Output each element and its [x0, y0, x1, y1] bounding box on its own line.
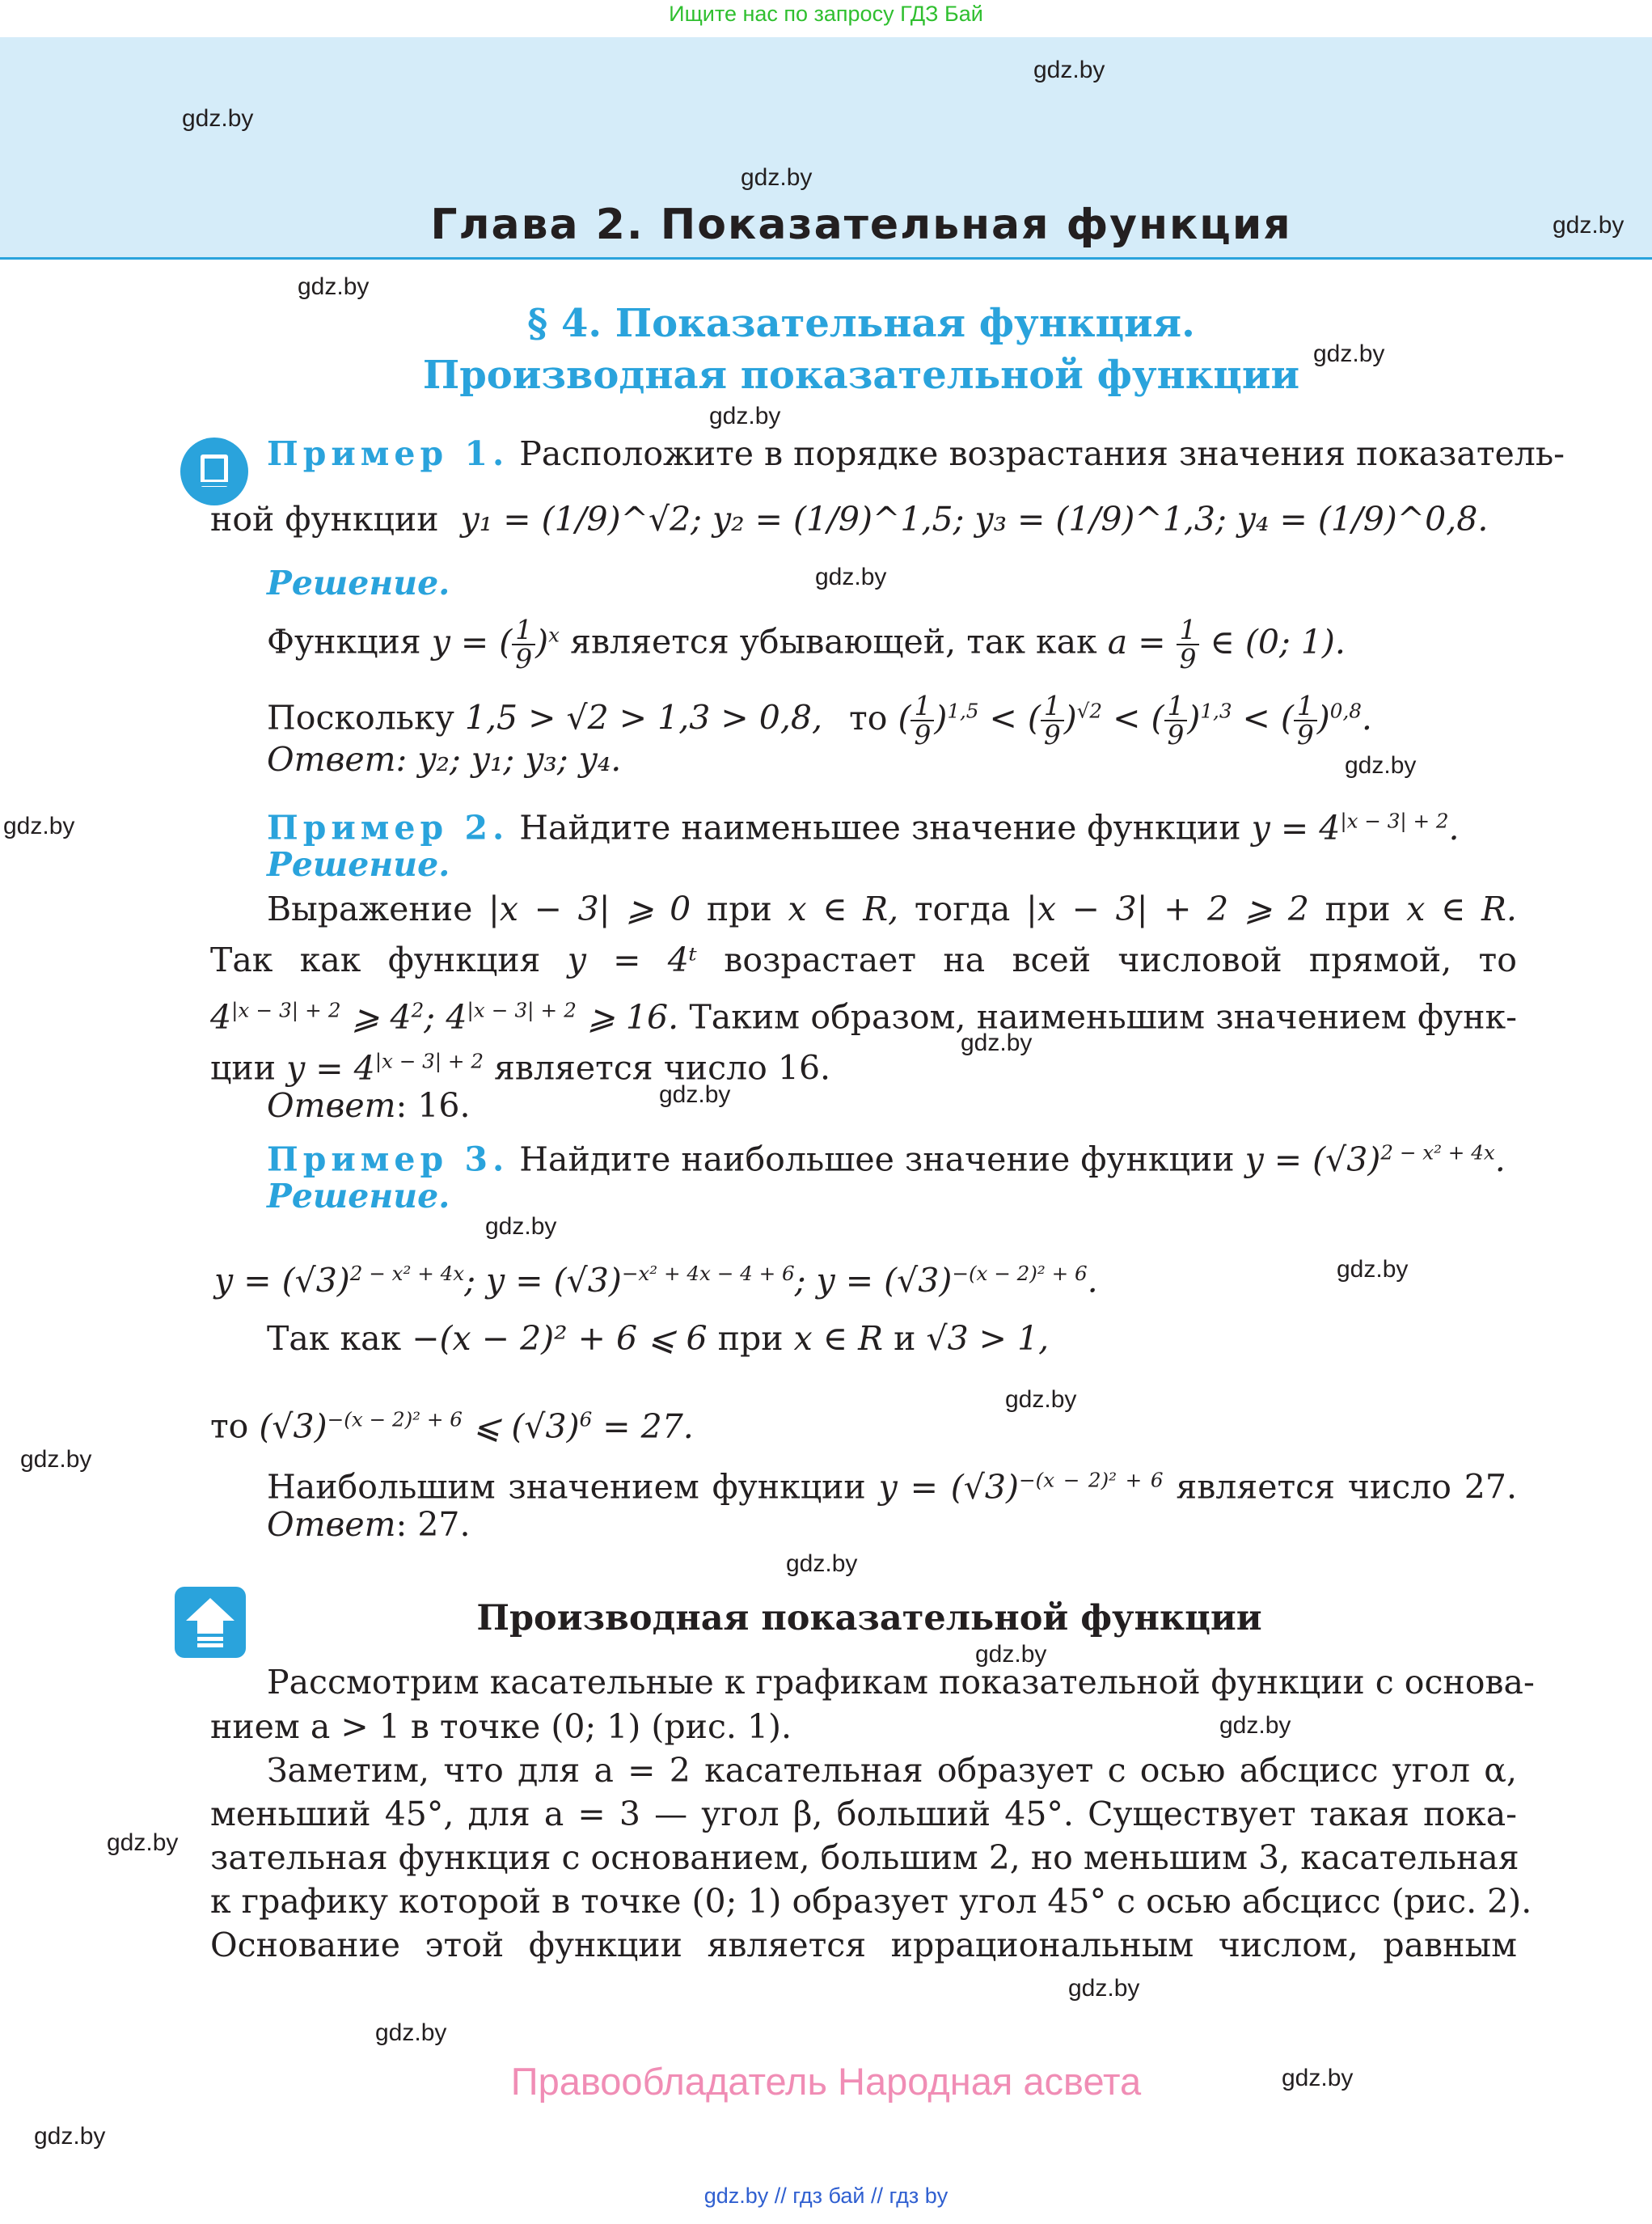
sol-mid: является убывающей, так как	[570, 622, 1097, 662]
answer-value: : 16.	[395, 1086, 471, 1125]
footer-links[interactable]: gdz.by // гдз бай // гдз by	[703, 2184, 949, 2208]
since-mid: при	[717, 1319, 784, 1358]
w: при	[1325, 890, 1391, 928]
w: функция	[387, 941, 541, 979]
w: всей	[1012, 941, 1092, 979]
example2-l4: ции $y = 4^{|x - 3| + 2}$ является число 16.	[210, 1048, 831, 1088]
example3-line1: Пример 3. Найдите наибольшее значение функции $y = (√3)^{2 - x^2 + 4x}$.	[267, 1139, 1506, 1179]
w: Так	[210, 941, 273, 979]
w: x ∈ R.	[1406, 890, 1517, 928]
answer-value: : y₂; y₁; y₃; y₄.	[395, 740, 622, 779]
w: на	[943, 941, 986, 979]
derivative-p2-l5: Основание этой функции является иррациональным числом, равным	[210, 1926, 1517, 1964]
watermark: gdz.by	[1313, 340, 1385, 367]
chapter-title: Глава 2. Показательная функция	[430, 201, 1292, 249]
example3-text: Найдите наибольшее значение функции	[519, 1139, 1235, 1179]
answer-value: : 27.	[395, 1505, 471, 1544]
l4-head: ции	[210, 1048, 277, 1088]
derivative-p1-l2: нием a > 1 в точке (0; 1) (рис. 1).	[210, 1707, 792, 1746]
copyright-footer: Правообладатель Народная асвета	[510, 2060, 1142, 2103]
sol-word: Функция	[267, 622, 421, 662]
example2-l3: $4^{|x - 3| + 2}$ ⩾ $4^2$; $4^{|x - 3| + 2}$ ⩾ 16. Таким образом, наименьшим значением функ-	[210, 997, 1517, 1037]
example1-solution-label: Решение.	[267, 564, 450, 603]
w: Выражение	[267, 890, 473, 928]
example3-since: Так как −(x − 2)² + 6 ⩽ 6 при x ∈ R и √3 > 1,	[267, 1319, 1050, 1358]
example2-answer	[267, 1084, 1574, 1127]
example2-l1	[267, 887, 1517, 931]
watermark: gdz.by	[659, 1081, 731, 1108]
watermark: gdz.by	[20, 1446, 92, 1473]
derivative-p2-l1: Заметим, что для a = 2 касательная образует с осью абсцисс угол α,	[267, 1751, 1517, 1790]
max-tail: является число 27.	[1176, 1467, 1517, 1507]
watermark: gdz.by	[3, 813, 75, 839]
example3-label: Пример 3.	[267, 1139, 509, 1179]
watermark: gdz.by	[1068, 1975, 1140, 2002]
watermark: gdz.by	[485, 1213, 557, 1240]
w: возрастает	[724, 941, 917, 979]
watermark: gdz.by	[786, 1550, 858, 1577]
sol-to: то	[849, 698, 888, 738]
watermark: gdz.by	[375, 2019, 447, 2046]
example3-then: то $(√3)^{-(x - 2)^2 + 6}$ ⩽ $(√3)^6 = 27$.	[210, 1406, 694, 1446]
l4-tail: является число 16.	[494, 1048, 831, 1088]
since-word: Так как	[267, 1319, 402, 1358]
w: x ∈ R,	[788, 890, 899, 928]
w: |x − 3| + 2 ⩾ 2	[1026, 890, 1310, 928]
watermark: gdz.by	[182, 105, 254, 132]
watermark: gdz.by	[1345, 752, 1417, 779]
example2-label: Пример 2.	[267, 808, 509, 848]
derivative-p2-l2: меньший 45°, для a = 3 — угол β, больший 45°. Существует такая пока-	[210, 1795, 1517, 1833]
example3-solution-label: Решение.	[267, 1177, 450, 1216]
watermark: gdz.by	[298, 273, 370, 300]
derivative-p2-l4: к графику которой в точке (0; 1) образует угол 45° с осью абсцисс (рис. 2).	[210, 1882, 1532, 1921]
example3-transform: $y = (√3)^{2 - x^2 + 4x}$; $y = (√3)^{-x^2 + 4x - 4 + 6}$; $y = (√3)^{-(x - 2)^2 + 6}$.	[214, 1261, 1098, 1300]
l3-tail: Таким образом, наименьшим значением функ-	[689, 997, 1517, 1037]
example1-text: Расположите в порядке возрастания значения показатель-	[519, 434, 1565, 473]
w: при	[706, 890, 772, 928]
watermark: gdz.by	[975, 1641, 1047, 1668]
derivative-p1-l1: Рассмотрим касательные к графикам показательной функции с основа-	[267, 1663, 1535, 1702]
example1-answer	[267, 738, 1574, 781]
watermark: gdz.by	[815, 564, 887, 590]
watermark: gdz.by	[1337, 1256, 1409, 1283]
w: числовой	[1118, 941, 1282, 979]
example1-sol-line1: Функция y = ( $\frac{1}{9}$ )$^x$ является убывающей, так как a = $\frac{1}{9}$ ∈ (0; 1).	[267, 614, 1346, 675]
watermark: gdz.by	[1553, 212, 1625, 239]
w: тогда	[914, 890, 1011, 928]
max-head: Наибольшим значением функции	[267, 1467, 866, 1507]
watermark: gdz.by	[1033, 57, 1105, 83]
example1-text-b: ной функции	[210, 500, 439, 539]
book-icon	[180, 437, 249, 506]
example1-line1	[267, 432, 1565, 476]
example1-sol-line2: Поскольку 1,5 > √2 > 1,3 > 0,8, то ( $\frac{1}{9}$ )$^{1,5}$ < ( $\frac{1}{9}$ )$^{√2}$ < ( $\frac{1}{9}$ )$^{1,3}$ < ( $\frac{1}{9}$ )$^{0,8}$.	[267, 690, 1372, 751]
w: y = 4ᵗ	[567, 941, 697, 979]
watermark: gdz.by	[961, 1030, 1033, 1056]
example1-formulas: y₁ = (1/9)^√2; y₂ = (1/9)^1,5; y₃ = (1/9)^1,3; y₄ = (1/9)^0,8.	[460, 500, 1489, 539]
example1-label: Пример 1.	[267, 434, 509, 473]
derivative-p2-l3: зательная функция с основанием, большим 2, но меньшим 3, касательная	[210, 1838, 1519, 1877]
example2-solution-label: Решение.	[267, 845, 450, 884]
derivative-heading: Производная показательной функции	[476, 1598, 1262, 1638]
then-word: то	[210, 1406, 249, 1446]
watermark: gdz.by	[1282, 2065, 1354, 2091]
w: как	[299, 941, 361, 979]
example2-text: Найдите наименьшее значение функции	[519, 808, 1241, 848]
since-and: и	[894, 1319, 916, 1358]
example3-max: Наибольшим значением функции $y = (√3)^{-(x - 2)^2 + 6}$ является число 27.	[267, 1467, 1517, 1507]
top-note: Ищите нас по запросу ГДЗ Бай	[669, 2, 983, 26]
section-title-line1: § 4. Показательная функция.	[527, 301, 1195, 346]
w: |x − 3| ⩾ 0	[488, 890, 691, 928]
watermark: gdz.by	[1005, 1386, 1077, 1413]
watermark: gdz.by	[709, 403, 781, 429]
section-title-line2: Производная показательной функции	[422, 353, 1300, 398]
answer-label: Ответ	[267, 740, 396, 779]
w: то	[1478, 941, 1517, 979]
example1-line2	[210, 497, 1517, 541]
watermark: gdz.by	[1219, 1712, 1291, 1739]
w: прямой,	[1308, 941, 1452, 979]
example3-answer	[267, 1503, 1574, 1546]
example2-line1: Пример 2. Найдите наименьшее значение функции $y = 4^{|x - 3| + 2}$.	[267, 808, 1460, 848]
answer-label: Ответ	[267, 1505, 396, 1544]
sol-word2: Поскольку	[267, 698, 454, 738]
example2-l2	[210, 938, 1517, 982]
answer-label: Ответ	[267, 1086, 396, 1125]
watermark: gdz.by	[34, 2123, 106, 2150]
watermark: gdz.by	[741, 164, 813, 191]
watermark: gdz.by	[107, 1829, 179, 1856]
